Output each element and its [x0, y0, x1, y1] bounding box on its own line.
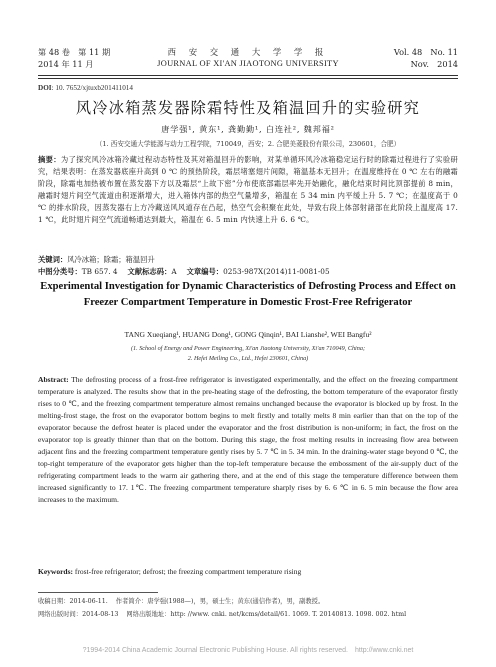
- doc-code-value: A: [171, 267, 177, 276]
- affiliation-en: [38, 344, 458, 364]
- classification-line: [38, 266, 458, 278]
- abstract-en: [38, 374, 458, 507]
- author-bio-label: 作者简介：: [115, 598, 148, 605]
- doi-value: : 10. 7652/xjtuxb201411014: [51, 84, 133, 92]
- footnote-rule: [38, 592, 158, 593]
- paper-title-en: Experimental Investigation for Dynamic Characteristics of Defrosting Process and Effect on Freezer Compartment Temperature in Domestic Frost-Free Refrigerator: [40, 281, 456, 308]
- volume-issue-cn: 第 48 卷 第 11 期: [38, 47, 111, 57]
- keywords-label-en: Keywords:: [38, 567, 73, 576]
- header-rule: [38, 75, 458, 79]
- doi-label: DOI: [38, 84, 52, 92]
- online-time-label: 网络出版时间：: [38, 611, 83, 618]
- abstract-text-cn: 为了探究风冷冰箱冷藏过程动态特性及其对箱温回升的影响，对某单循环风冷冰箱稳定运行时的除霜过程进行了实验研究，结果表明：在蒸发器底座升高到 0 ℃ 的预热阶段，霜层堵塞翅片间隙，箱温基本无回升；在温度维持在 0 ℃ 左右的融霜阶段，除霜电加热被布置在蒸发器下方以及霜层“上故下密”分布使底部霜层率先开始融化，融化结束时间比顶部提前 8 min，融霜时翅片间空气流道由积逐渐增大，进入箱体内部的热空气量增多，箱温在 5 34 min 内平缓上升 5. 7 ℃；在温度高于 0 ℃ 的排水阶段，因蒸发器右上方冷藏送风风道存在凸起，热空气会积聚在此处，导致右段上体部射諸部在此阶段上温度高 17. 1 ℃，此时翅片间空气流道畅通达到最大，箱温在 6. 5 min 内快速上升 6. 6 ℃。: [38, 155, 458, 225]
- footnote-received: [38, 597, 466, 607]
- article-no-value: 0253-987X(2014)11-0081-05: [223, 267, 330, 276]
- date-cn: 2014 年 11 月: [38, 59, 94, 69]
- affiliation-en-1: (1. School of Energy and Power Engineering, Xi'an Jiaotong University, Xi'an 710049, China;: [130, 345, 366, 352]
- online-url-label: 网络出版地址：: [126, 611, 171, 618]
- authors-en: TANG Xueqiang¹, HUANG Dong¹, GONG Qinqin¹, BAI Lianshe², WEI Bangfu²: [124, 330, 372, 339]
- footnote-online: [38, 610, 466, 620]
- online-time: 2014-08-13: [82, 611, 119, 618]
- abstract-label-cn: 摘要：: [38, 155, 61, 164]
- running-header: [38, 46, 458, 72]
- abstract-label-en: Abstract:: [38, 375, 69, 384]
- online-url[interactable]: http: //www. cnki. net/kcms/detail/61. 1069. T. 20140813. 1098. 002. html: [170, 611, 407, 618]
- doc-code-label: 文献标志码：: [127, 267, 172, 276]
- affiliation-en-2: 2. Hefei Meiling Co., Ltd., Hefei 230601, China): [187, 355, 309, 362]
- doi-line: [38, 84, 133, 92]
- authors-cn: 唐学强¹, 黄东¹, 龚勤勤¹, 白连社², 魏邦福²: [161, 124, 335, 134]
- journal-name-en: JOURNAL OF XI'AN JIAOTONG UNIVERSITY: [157, 59, 339, 68]
- abstract-cn: [38, 154, 458, 227]
- author-bio: 唐学强(1988—)，男，硕士生；黄东(通信作者)，男，副教授。: [147, 598, 325, 605]
- copyright-watermark: ?1994-2014 China Academic Journal Electronic Publishing House. All rights reserved. http://www.cnki.net: [82, 647, 414, 654]
- keywords-cn: [38, 254, 458, 266]
- date-en: Nov. 2014: [410, 59, 458, 69]
- cls-value: TB 657. 4: [81, 267, 118, 276]
- received-label: 收稿日期：: [38, 598, 70, 605]
- article-no-label: 文章编号：: [186, 267, 224, 276]
- volume-issue-en: Vol. 48 No. 11: [393, 47, 458, 57]
- keywords-text-cn: 风冷冰箱；除霜；箱温回升: [67, 255, 155, 264]
- received-date: 2014-06-11.: [69, 598, 108, 605]
- keywords-text-en: frost-free refrigerator; defrost; the freezing compartment temperature rising: [74, 567, 302, 576]
- paper-title-cn: 风冷冰箱蒸发器除霜特性及箱温回升的实验研究: [75, 99, 421, 117]
- journal-name-cn: 西 安 交 通 大 学 学 报: [167, 47, 329, 57]
- abstract-text-en: The defrosting process of a frost-free refrigerator is investigated experimentally, and the effect on the freezing compartment temperature is analyzed. The results show that in the pre-heating stage of the defrosting, the bottom temperature of the evaporator firstly rises to 0 ℃, and the freezing compartment temperature almost remains unchanged because the evaporator is blocked up by frost. In the melting-frost stage, the frost on the evaporator bottom begins to melt firstly and totally melts 8 min earlier than that on the top of the evaporator because the defrost heater is placed under the evaporator and the frost distribution is non-uniform; in fact, the frost on the evaporator top is greatly thinner than that on the bottom. During this stage, the frost melting results in increasing flow area between adjacent fins and the freezing compartment temperature gently rises by 5. 7 ℃ in 5. 34 min. In the draining-water stage beyond 0 ℃, the top-right temperature of the evaporator gets higher than the top-left temperature because the embossment of the air-supply duct of the refrigerating compartment leads to the warm air gathering there, and at the end of this stage the temperature difference between them increased significantly to 17. 1℃. The freezing compartment temperature sharply rises by 6. 6 ℃ in 6. 5 min because the flow area increases to the maximum.: [38, 375, 458, 505]
- keywords-en: [38, 567, 458, 576]
- header-right: [394, 46, 458, 70]
- affiliation-cn: （1. 西安交通大学能源与动力工程学院，710049，西安；2. 合肥美菱股份有限公司，230601，合肥）: [95, 140, 401, 148]
- keywords-label-cn: 关键词：: [38, 255, 68, 264]
- cls-label: 中图分类号：: [38, 267, 82, 276]
